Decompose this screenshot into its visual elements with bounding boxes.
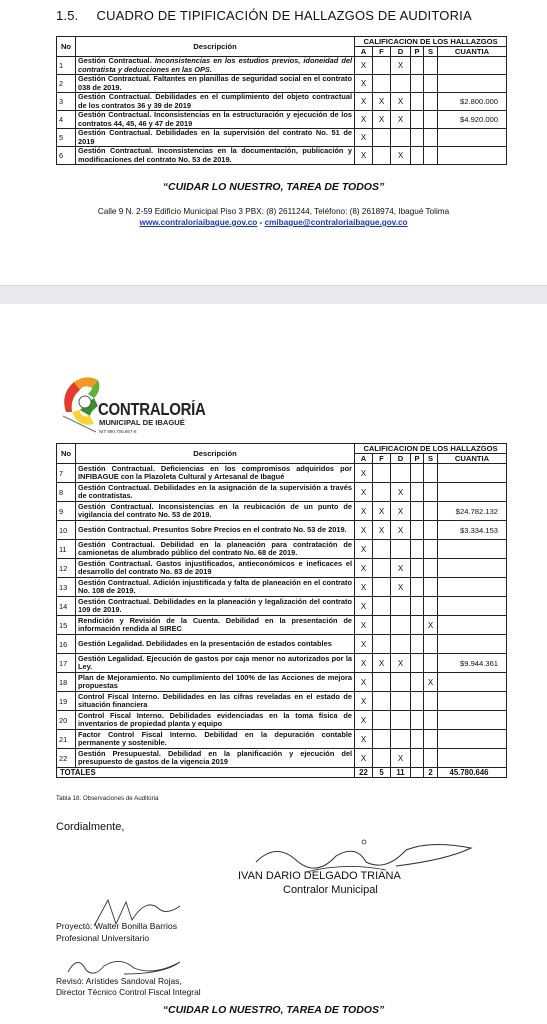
row-number: 16 — [57, 635, 76, 654]
mark-s — [424, 692, 438, 711]
mark-f — [373, 559, 391, 578]
mark-f: X — [373, 93, 391, 111]
mark-s — [424, 483, 438, 502]
mark-p — [411, 711, 424, 730]
mark-p — [411, 540, 424, 559]
row-description: Gestión Contractual. Inconsistencias en la reubicación de un punto de vigilancia del contrato No. 53 de 2019. — [76, 502, 355, 521]
logo-subtitle: MUNICIPAL DE IBAGUÉ — [99, 418, 185, 427]
email-link[interactable]: cmibague@contraloriaibague.gov.co — [264, 218, 408, 227]
mark-s — [424, 711, 438, 730]
contact-links — [0, 218, 547, 227]
row-description: Gestión Contractual. Gastos injustificados, antieconómicos e ineficaces el desarrollo del contrato No. 83 de 2019 — [76, 559, 355, 578]
mark-p — [411, 93, 424, 111]
findings-table-part-1 — [56, 36, 507, 165]
mark-a: X — [355, 711, 373, 730]
mark-a: X — [355, 75, 373, 93]
total-a: 22 — [355, 768, 373, 778]
table-row — [57, 502, 507, 521]
mark-f — [373, 673, 391, 692]
table-row — [57, 654, 507, 673]
row-detail: Inconsistencias en los estudios previos, idoneidad del contratista y deducciones en las OPS. — [78, 56, 352, 74]
table-row — [57, 111, 507, 129]
row-amount — [438, 540, 507, 559]
mark-f — [373, 540, 391, 559]
row-number: 3 — [57, 93, 76, 111]
mark-p — [411, 578, 424, 597]
mark-d — [391, 464, 411, 483]
mark-p — [411, 749, 424, 768]
mark-s: X — [424, 616, 438, 635]
row-category: Gestión Contractual. — [78, 92, 152, 101]
greeting: Cordialmente, — [56, 821, 125, 833]
header-a: A — [355, 47, 373, 57]
table-row — [57, 93, 507, 111]
mark-f — [373, 578, 391, 597]
row-description — [76, 147, 355, 165]
header-amount: CUANTIA — [438, 47, 507, 57]
header-ratings: CALIFICACION DE LOS HALLAZGOS — [355, 444, 507, 454]
row-number: 15 — [57, 616, 76, 635]
mark-f — [373, 464, 391, 483]
mark-s — [424, 521, 438, 540]
table-row — [57, 578, 507, 597]
mark-s — [424, 559, 438, 578]
row-number: 2 — [57, 75, 76, 93]
mark-f — [373, 749, 391, 768]
row-description: Gestión Contractual. Presuntos Sobre Precios en el contrato No. 53 de 2019. — [76, 521, 355, 540]
row-amount — [438, 597, 507, 616]
row-description: Rendición y Revisión de la Cuenta. Debilidad en la presentación de información rendida al SIREC — [76, 616, 355, 635]
row-amount: $3.334.153 — [438, 521, 507, 540]
mark-d: X — [391, 521, 411, 540]
mark-p — [411, 57, 424, 75]
table-row — [57, 730, 507, 749]
mark-f: X — [373, 654, 391, 673]
header-d: D — [391, 454, 411, 464]
row-number: 11 — [57, 540, 76, 559]
row-number: 12 — [57, 559, 76, 578]
mark-p — [411, 75, 424, 93]
mark-d: X — [391, 93, 411, 111]
mark-f — [373, 692, 391, 711]
mark-d: X — [391, 111, 411, 129]
mark-d — [391, 635, 411, 654]
mark-d — [391, 597, 411, 616]
mark-p — [411, 616, 424, 635]
reviewed-role: Director Técnico Control Fiscal Integral — [56, 987, 201, 997]
mark-f — [373, 730, 391, 749]
mark-s — [424, 654, 438, 673]
row-amount — [438, 692, 507, 711]
mark-a: X — [355, 616, 373, 635]
section-title: CUADRO DE TIPIFICACIÓN DE HALLAZGOS DE AUDITORIA — [96, 8, 472, 23]
mark-s — [424, 464, 438, 483]
mark-s — [424, 540, 438, 559]
table-row — [57, 597, 507, 616]
table-row — [57, 692, 507, 711]
total-amount: 45.780.646 — [438, 768, 507, 778]
totals-row — [57, 768, 507, 778]
document-page-2 — [0, 304, 547, 1024]
row-category: Gestión Contractual. — [78, 56, 152, 65]
mark-f — [373, 75, 391, 93]
mark-a: X — [355, 129, 373, 147]
website-link[interactable]: www.contraloriaibague.gov.co — [139, 218, 258, 227]
row-amount — [438, 673, 507, 692]
logo-nit: NIT 890.706.867-8 — [99, 429, 137, 434]
row-number: 21 — [57, 730, 76, 749]
row-number: 1 — [57, 57, 76, 75]
mark-a: X — [355, 147, 373, 165]
row-number: 19 — [57, 692, 76, 711]
findings-table-part-2 — [56, 443, 507, 778]
mark-s — [424, 597, 438, 616]
mark-p — [411, 111, 424, 129]
row-number: 17 — [57, 654, 76, 673]
link-separator: - — [257, 218, 265, 227]
total-s: 2 — [424, 768, 438, 778]
table-row — [57, 129, 507, 147]
mark-a: X — [355, 540, 373, 559]
row-amount — [438, 635, 507, 654]
mark-f — [373, 483, 391, 502]
mark-f — [373, 129, 391, 147]
mark-a: X — [355, 57, 373, 75]
mark-s: X — [424, 673, 438, 692]
mark-f — [373, 711, 391, 730]
mark-a: X — [355, 635, 373, 654]
header-f: F — [373, 454, 391, 464]
mark-d: X — [391, 559, 411, 578]
signer-name: IVAN DARIO DELGADO TRIANA — [238, 870, 401, 882]
motto-footer: “CUIDAR LO NUESTRO, TAREA DE TODOS” — [162, 1004, 385, 1016]
row-description: Gestión Contractual. Deficiencias en los compromisos adquiridos por INFIBAGUE con la Plazoleta Cultural y Artesanal de Ibagué — [76, 464, 355, 483]
mark-p — [411, 559, 424, 578]
row-description: Gestión Contractual. Debilidad en la planeación para contratación de camionetas de alumbrado público del contrato No. 68 de 2019. — [76, 540, 355, 559]
mark-p — [411, 464, 424, 483]
mark-f — [373, 147, 391, 165]
header-s: S — [424, 454, 438, 464]
row-number: 13 — [57, 578, 76, 597]
mark-d — [391, 75, 411, 93]
table-row — [57, 483, 507, 502]
row-description — [76, 93, 355, 111]
mark-d — [391, 730, 411, 749]
mark-a: X — [355, 521, 373, 540]
table-row — [57, 464, 507, 483]
row-description — [76, 57, 355, 75]
row-amount — [438, 147, 507, 165]
mark-p — [411, 147, 424, 165]
section-number: 1.5. — [56, 8, 79, 23]
table-row — [57, 616, 507, 635]
table-row — [57, 540, 507, 559]
row-number: 5 — [57, 129, 76, 147]
totals-label: TOTALES — [57, 768, 355, 778]
header-s: S — [424, 47, 438, 57]
mark-s — [424, 129, 438, 147]
row-number: 14 — [57, 597, 76, 616]
row-description: Gestión Contractual. Debilidades en la planeación y legalización del contrato 109 de 2019. — [76, 597, 355, 616]
row-description — [76, 129, 355, 147]
row-category: Gestión Contractual. — [78, 146, 154, 155]
row-amount — [438, 730, 507, 749]
section-heading — [56, 8, 472, 23]
mark-d: X — [391, 57, 411, 75]
mark-s — [424, 635, 438, 654]
mark-a: X — [355, 502, 373, 521]
row-amount — [438, 483, 507, 502]
mark-a: X — [355, 654, 373, 673]
mark-d: X — [391, 578, 411, 597]
motto: “CUIDAR LO NUESTRO, TAREA DE TODOS” — [162, 181, 385, 193]
mark-d — [391, 616, 411, 635]
mark-a: X — [355, 483, 373, 502]
mark-d: X — [391, 483, 411, 502]
table-row — [57, 749, 507, 768]
header-amount: CUANTIA — [438, 454, 507, 464]
mark-s — [424, 749, 438, 768]
row-category: Gestión Contractual. — [78, 110, 152, 119]
mark-f: X — [373, 521, 391, 540]
reviewed-by: Revisó: Arístides Sandoval Rojas, — [56, 976, 182, 986]
mark-d: X — [391, 147, 411, 165]
row-number: 8 — [57, 483, 76, 502]
mark-p — [411, 654, 424, 673]
mark-a: X — [355, 749, 373, 768]
mark-p — [411, 129, 424, 147]
page-separator — [0, 285, 547, 305]
table-row — [57, 635, 507, 654]
mark-d — [391, 711, 411, 730]
table-row — [57, 75, 507, 93]
mark-p — [411, 483, 424, 502]
mark-f: X — [373, 111, 391, 129]
mark-d — [391, 692, 411, 711]
total-f: 5 — [373, 768, 391, 778]
projected-by: Proyectó: Walter Bonilla Barrios — [56, 921, 177, 931]
mark-p — [411, 502, 424, 521]
mark-d — [391, 540, 411, 559]
total-d: 11 — [391, 768, 411, 778]
mark-a: X — [355, 93, 373, 111]
row-amount: $24.782.132 — [438, 502, 507, 521]
mark-p — [411, 521, 424, 540]
row-number: 9 — [57, 502, 76, 521]
row-description: Gestión Presupuestal. Debilidad en la planificación y ejecución del presupuesto de gastos de la vigencia 2019 — [76, 749, 355, 768]
mark-d: X — [391, 502, 411, 521]
row-amount — [438, 464, 507, 483]
row-number: 10 — [57, 521, 76, 540]
row-amount — [438, 129, 507, 147]
mark-f — [373, 57, 391, 75]
mark-p — [411, 730, 424, 749]
mark-a: X — [355, 730, 373, 749]
row-amount — [438, 75, 507, 93]
logo-title: CONTRALORÍA — [98, 400, 206, 420]
header-p: P — [411, 47, 424, 57]
header-d: D — [391, 47, 411, 57]
address: Calle 9 N. 2-59 Edificio Municipal Piso 3 PBX: (8) 2611244, Teléfono: (8) 2618974, Ibagué Tolima — [97, 207, 450, 216]
table-caption: Tabla 18. Observaciones de Auditoria — [56, 795, 159, 802]
mark-p — [411, 635, 424, 654]
mark-s — [424, 75, 438, 93]
table-row — [57, 559, 507, 578]
row-number: 7 — [57, 464, 76, 483]
document-page-1 — [0, 0, 547, 285]
mark-s — [424, 93, 438, 111]
row-description: Control Fiscal Interno. Debilidades en las cifras reveladas en el estado de situación financiera — [76, 692, 355, 711]
mark-s — [424, 578, 438, 597]
row-description: Gestión Legalidad. Ejecución de gastos por caja menor no autorizados por la Ley. — [76, 654, 355, 673]
row-amount — [438, 578, 507, 597]
row-detail: Inconsistencias en la estructuración y ejecución de los contratos 44, 45, 46 y 47 de 2019 — [78, 110, 352, 128]
row-description — [76, 75, 355, 93]
row-amount — [438, 749, 507, 768]
mark-f — [373, 635, 391, 654]
mark-a: X — [355, 559, 373, 578]
row-description: Gestión Legalidad. Debilidades en la presentación de estados contables — [76, 635, 355, 654]
mark-a: X — [355, 692, 373, 711]
row-number: 4 — [57, 111, 76, 129]
row-number: 6 — [57, 147, 76, 165]
row-number: 22 — [57, 749, 76, 768]
row-amount: $2.800.000 — [438, 93, 507, 111]
table-row — [57, 147, 507, 165]
row-detail: Debilidades en el cumplimiento del objeto contractual de los contratos 36 y 39 de 2019 — [78, 92, 352, 110]
table-row — [57, 673, 507, 692]
mark-f — [373, 616, 391, 635]
mark-d: X — [391, 749, 411, 768]
mark-s — [424, 57, 438, 75]
row-detail: Inconsistencias en la documentación, publicación y modificaciones del contrato No. 53 de 2019. — [78, 146, 352, 164]
table-row — [57, 711, 507, 730]
header-p: P — [411, 454, 424, 464]
mark-s — [424, 730, 438, 749]
header-description: Descripción — [76, 37, 355, 57]
table-row — [57, 57, 507, 75]
projected-role: Profesional Universitario — [56, 933, 150, 943]
row-amount — [438, 711, 507, 730]
row-number: 20 — [57, 711, 76, 730]
header-ratings: CALIFICACION DE LOS HALLAZGOS — [355, 37, 507, 47]
header-description: Descripción — [76, 444, 355, 464]
signer-role: Contralor Municipal — [283, 884, 378, 896]
row-amount — [438, 616, 507, 635]
row-amount: $9.944.361 — [438, 654, 507, 673]
row-description: Control Fiscal Interno. Debilidades evidenciadas en la toma física de inventarios de propiedad planta y equipo — [76, 711, 355, 730]
mark-d — [391, 673, 411, 692]
row-category: Gestión Contractual. — [78, 74, 151, 83]
row-number: 18 — [57, 673, 76, 692]
total-p — [411, 768, 424, 778]
header-a: A — [355, 454, 373, 464]
mark-a: X — [355, 673, 373, 692]
mark-s — [424, 502, 438, 521]
mark-a: X — [355, 464, 373, 483]
header-no: No — [57, 444, 76, 464]
mark-d: X — [391, 654, 411, 673]
row-description: Gestión Contractual. Debilidades en la asignación de la supervisión a través de contratistas. — [76, 483, 355, 502]
mark-f: X — [373, 502, 391, 521]
row-amount — [438, 559, 507, 578]
row-amount: $4.920.000 — [438, 111, 507, 129]
row-description: Factor Control Fiscal Interno. Debilidad en la depuración contable permanente y sostenible. — [76, 730, 355, 749]
mark-f — [373, 597, 391, 616]
mark-p — [411, 597, 424, 616]
mark-p — [411, 692, 424, 711]
table-row — [57, 521, 507, 540]
row-detail: Debilidades en la supervisión del contrato No. 51 de 2019 — [78, 128, 353, 146]
header-f: F — [373, 47, 391, 57]
row-description — [76, 111, 355, 129]
mark-p — [411, 673, 424, 692]
header-no: No — [57, 37, 76, 57]
mark-s — [424, 147, 438, 165]
row-detail: Faltantes en planillas de seguridad social en el contrato 038 de 2019. — [78, 74, 352, 92]
mark-a: X — [355, 578, 373, 597]
mark-s — [424, 111, 438, 129]
mark-a: X — [355, 111, 373, 129]
row-description: Gestión Contractual. Adición injustificada y falta de planeación en el contrato No. 108 de 2019. — [76, 578, 355, 597]
row-category: Gestión Contractual. — [78, 128, 153, 137]
row-amount — [438, 57, 507, 75]
mark-d — [391, 129, 411, 147]
mark-a: X — [355, 597, 373, 616]
row-description: Plan de Mejoramiento. No cumplimiento del 100% de las Acciones de mejora propuestas — [76, 673, 355, 692]
